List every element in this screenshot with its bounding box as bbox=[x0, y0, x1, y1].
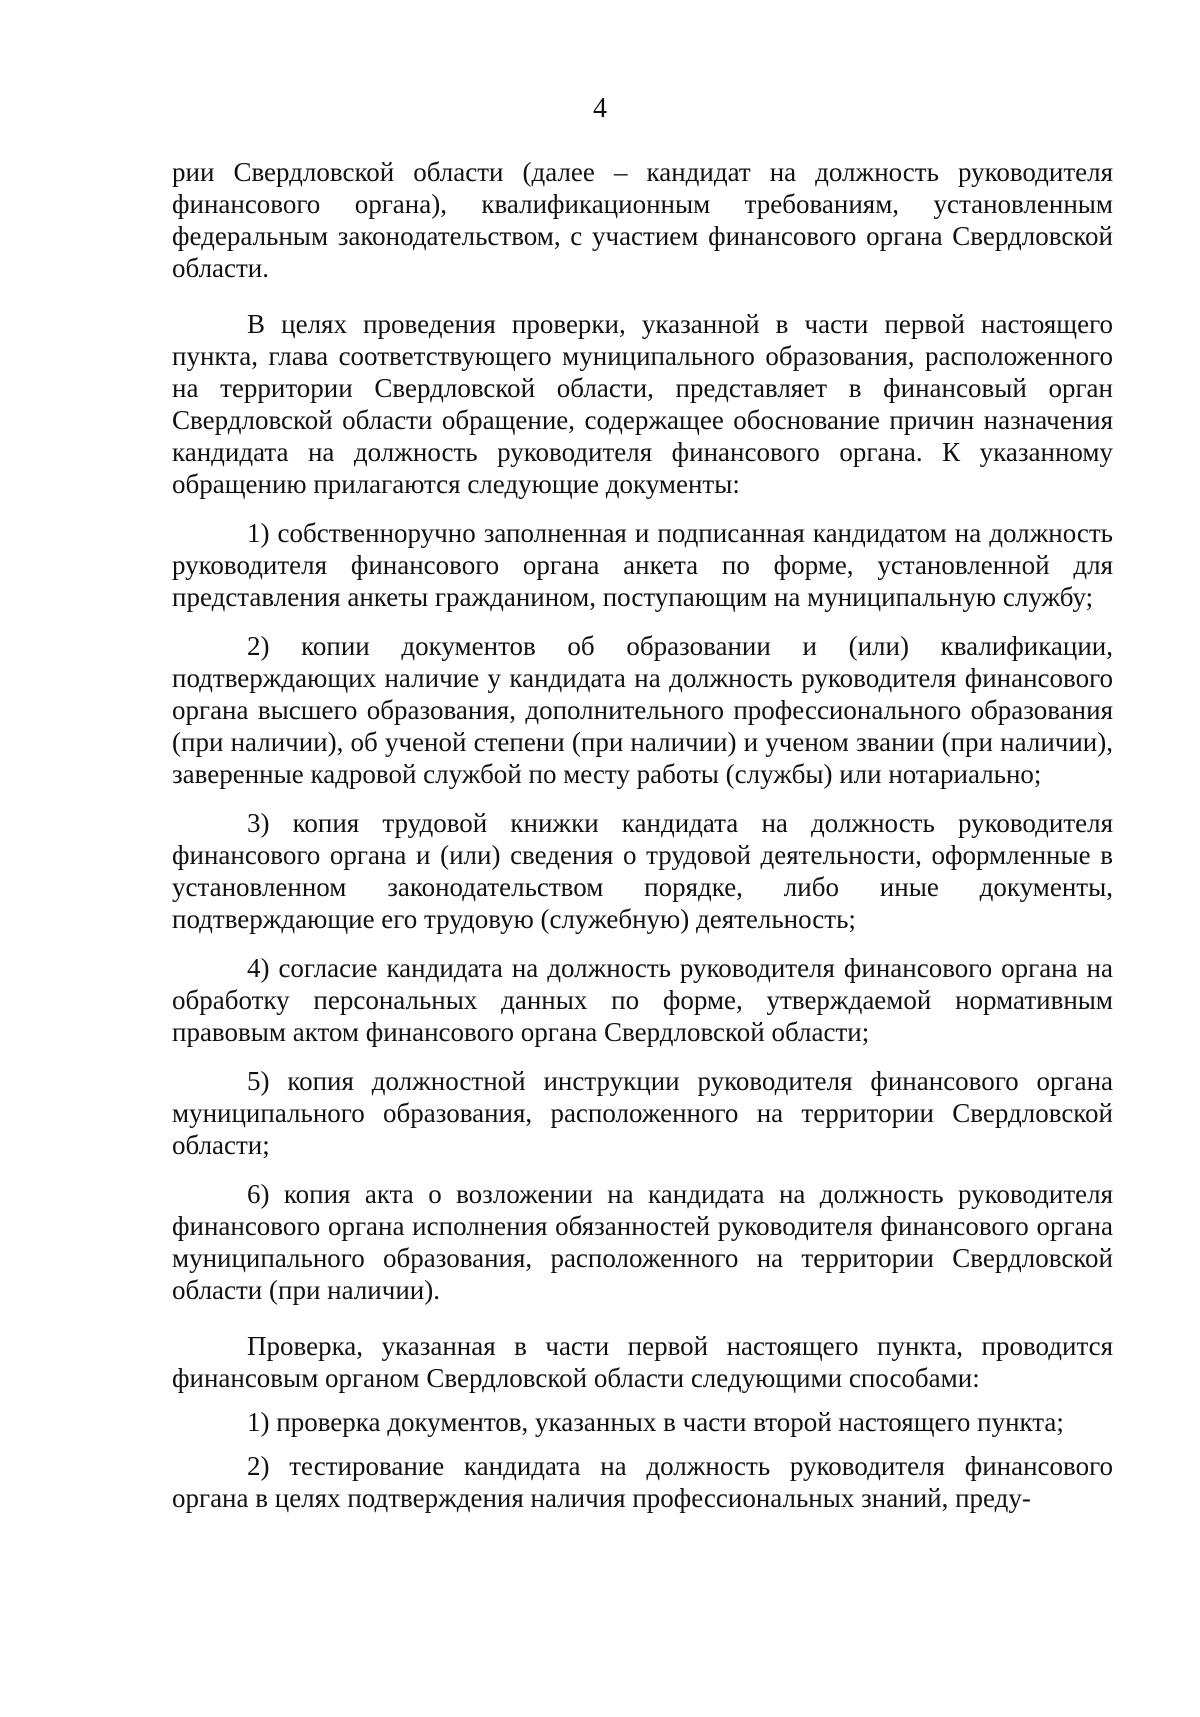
method-item-1-document-check: 1) проверка документов, указанных в части второй настоящего пункта; bbox=[247, 1407, 1064, 1437]
paragraph-verification-methods: Проверка, указанная в части первой настоящего пункта, проводится финансовым органом Свердловской области следующими способами: bbox=[172, 1331, 1113, 1393]
document-body bbox=[172, 156, 1113, 1514]
list-item-6-duties-act: 6) копия акта о возложении на кандидата на должность руководителя финансового органа исполнения обязанностей руководителя финансового органа муниципального образования, расположенного на территории Свердловской области (при наличии). bbox=[172, 1179, 1113, 1305]
list-item-4-data-consent: 4) согласие кандидата на должность руководителя финансового органа на обработку персональных данных по форме, утверждаемой нормативным правовым актом финансового органа Свердловской области; bbox=[172, 953, 1113, 1047]
list-item-1-questionnaire: 1) собственноручно заполненная и подписанная кандидатом на должность руководителя финансового органа анкета по форме, установленной для представления анкеты гражданином, поступающим на муниципальную службу; bbox=[172, 518, 1113, 612]
list-item-2-education-copies: 2) копии документов об образовании и (или) квалификации, подтверждающих наличие у кандидата на должность руководителя финансового органа высшего образования, дополнительного профессионального образования (при наличии), об ученой степени (при наличии) и ученом звании (при наличии), заверенные кадровой службой по месту работы (службы) или нотариально; bbox=[172, 631, 1113, 789]
page-number: 4 bbox=[593, 93, 607, 124]
paragraph-continuation: рии Свердловской области (далее – кандидат на должность руководителя финансового органа), квалификационным требованиям, установленным федеральным законодательством, с участием финансового органа Свердловской области. bbox=[172, 157, 1113, 283]
method-item-2-testing: 2) тестирование кандидата на должность руководителя финансового органа в целях подтверждения наличия профессиональных знаний, преду- bbox=[172, 1451, 1113, 1513]
paragraph-verification-request: В целях проведения проверки, указанной в части первой настоящего пункта, глава соответствующего муниципального образования, расположенного на территории Свердловской области, представляет в финансовый орган Свердловской области обращение, содержащее обоснование причин назначения кандидата на должность руководителя финансового органа. К указанному обращению прилагаются следующие документы: bbox=[172, 309, 1113, 499]
list-item-5-job-description: 5) копия должностной инструкции руководителя финансового органа муниципального образования, расположенного на территории Свердловской области; bbox=[172, 1066, 1113, 1160]
list-item-3-employment-record: 3) копия трудовой книжки кандидата на должность руководителя финансового органа и (или) сведения о трудовой деятельности, оформленные в установленном законодательством порядке, либо иные документы, подтверждающие его трудовую (служебную) деятельность; bbox=[172, 808, 1113, 934]
